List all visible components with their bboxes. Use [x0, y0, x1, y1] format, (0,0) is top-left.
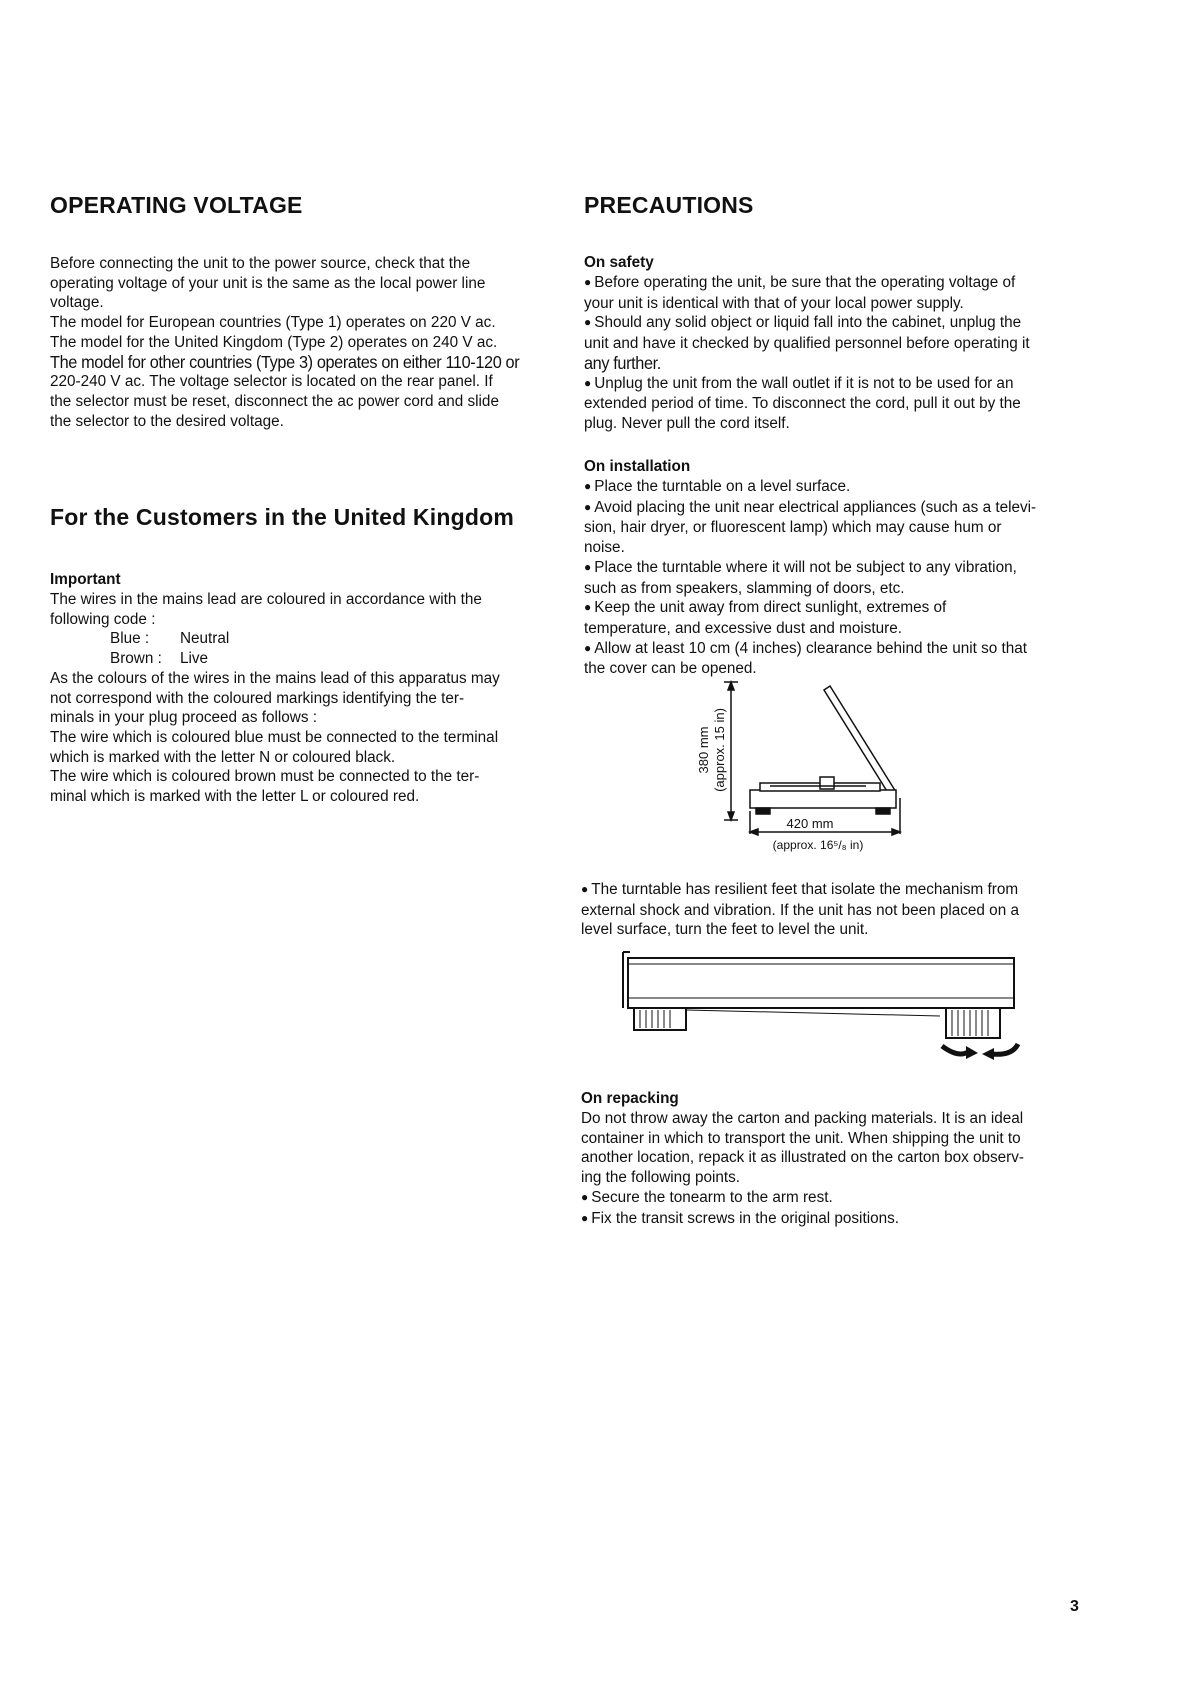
feet-line: level surface, turn the feet to level the unit.	[581, 921, 869, 939]
width-mm-label: 420 mm	[786, 816, 834, 831]
feet-line: ● The turntable has resilient feet that isolate the mechanism from	[581, 880, 1086, 901]
uk-line: not correspond with the coloured markings identifying the ter-	[50, 689, 465, 707]
safety-line: plug. Never pull the cord itself.	[584, 414, 790, 432]
width-in-label: (approx. 16⁵/₈ in)	[772, 838, 864, 852]
safety-line: any further.	[584, 352, 661, 373]
install-line: sion, hair dryer, or fluorescent lamp) which may cause hum or	[584, 519, 1002, 537]
turntable-side-view	[628, 958, 1014, 1008]
important-label: Important	[50, 571, 121, 588]
repack-line: container in which to transport the unit. When shipping the unit to	[581, 1129, 1021, 1147]
install-line: ● Place the turntable where it will not be subject to any vibration,	[584, 558, 1089, 579]
left-foot	[634, 1008, 686, 1030]
right-foot	[946, 1008, 1000, 1038]
safety-line: ● Unplug the unit from the wall outlet if it is not to be used for an	[584, 374, 1089, 395]
height-mm-label: 380 mm	[696, 726, 711, 774]
ov-line: 220-240 V ac. The voltage selector is located on the rear panel. If	[50, 373, 493, 391]
turntable-body	[750, 790, 896, 808]
safety-line: unit and have it checked by qualified personnel before operating it	[584, 335, 1030, 353]
install-line: such as from speakers, slamming of doors, etc.	[584, 579, 905, 597]
uk-text	[50, 590, 550, 807]
uk-line: minals in your plug proceed as follows :	[50, 709, 317, 727]
code-value: Live	[180, 650, 209, 668]
code-label: Brown :	[110, 650, 162, 668]
clearance-diagram	[690, 680, 910, 858]
rotate-right-arrow-icon	[992, 1044, 1018, 1054]
on-safety-label: On safety	[584, 254, 654, 271]
ov-line: Before connecting the unit to the power source, check that the	[50, 255, 471, 272]
repack-line: ing the following points.	[581, 1169, 741, 1187]
code-label: Blue :	[110, 630, 150, 648]
feet-diagram	[620, 950, 1020, 1062]
uk-line: which is marked with the letter N or coloured black.	[50, 748, 396, 766]
operating-voltage-text	[50, 254, 550, 431]
ov-line: the selector must be reset, disconnect the ac power cord and slide	[50, 392, 499, 410]
uk-heading: For the Customers in the United Kingdom	[50, 504, 514, 530]
code-blue	[50, 629, 550, 649]
dust-cover	[824, 686, 896, 796]
ov-line: the selector to the desired voltage.	[50, 412, 284, 430]
safety-line: extended period of time. To disconnect the cord, pull it out by the	[584, 395, 1021, 413]
ov-line: The model for other countries (Type 3) operates on either 110-120 or	[50, 351, 520, 372]
uk-line: The wire which is coloured blue must be connected to the terminal	[50, 728, 499, 746]
repack-line: another location, repack it as illustrated on the carton box observ-	[581, 1149, 1025, 1167]
on-repacking-label: On repacking	[581, 1090, 679, 1107]
ov-line: The model for the United Kingdom (Type 2) operates on 240 V ac.	[50, 333, 498, 351]
install-line: noise.	[584, 539, 625, 557]
safety-line: ● Should any solid object or liquid fall into the cabinet, unplug the	[584, 313, 1089, 334]
height-in-label: (approx. 15 in)	[712, 708, 727, 792]
repack-line: Do not throw away the carton and packing materials. It is an ideal	[581, 1110, 1024, 1127]
uk-line: As the colours of the wires in the mains lead of this apparatus may	[50, 669, 500, 687]
install-line: temperature, and excessive dust and moisture.	[584, 619, 903, 637]
operating-voltage-heading: OPERATING VOLTAGE	[50, 192, 303, 218]
feet-line: external shock and vibration. If the unit has not been placed on a	[581, 901, 1019, 919]
ov-line: voltage.	[50, 294, 104, 312]
uk-line: The wires in the mains lead are coloured in accordance with the	[50, 591, 482, 608]
install-line: ● Place the turntable on a level surface.	[584, 477, 1089, 498]
installation-text	[584, 477, 1089, 679]
rotate-left-arrow-icon	[942, 1046, 968, 1054]
install-line: the cover can be opened.	[584, 660, 757, 678]
code-value: Neutral	[180, 630, 230, 648]
precautions-heading: PRECAUTIONS	[584, 192, 754, 218]
page-number: 3	[1070, 1598, 1079, 1615]
safety-line: your unit is identical with that of your local power supply.	[584, 294, 964, 312]
feet-text	[581, 880, 1086, 940]
repack-line: ● Secure the tonearm to the arm rest.	[581, 1188, 1086, 1209]
install-line: ● Avoid placing the unit near electrical appliances (such as a televi-	[584, 498, 1089, 519]
on-installation-label: On installation	[584, 458, 691, 475]
repacking-text	[581, 1109, 1086, 1229]
uk-line: minal which is marked with the letter L or coloured red.	[50, 788, 420, 806]
ov-line: The model for European countries (Type 1) operates on 220 V ac.	[50, 314, 496, 332]
ov-line: operating voltage of your unit is the same as the local power line	[50, 274, 486, 292]
code-brown	[50, 649, 550, 669]
repack-line: ● Fix the transit screws in the original positions.	[581, 1209, 1086, 1230]
uk-line: following code :	[50, 610, 156, 628]
uk-line: The wire which is coloured brown must be connected to the ter-	[50, 768, 480, 786]
safety-line: ● Before operating the unit, be sure that the operating voltage of	[584, 273, 1089, 294]
install-line: ● Keep the unit away from direct sunlight, extremes of	[584, 598, 1089, 619]
safety-text	[584, 273, 1089, 434]
install-line: ● Allow at least 10 cm (4 inches) clearance behind the unit so that	[584, 639, 1089, 660]
